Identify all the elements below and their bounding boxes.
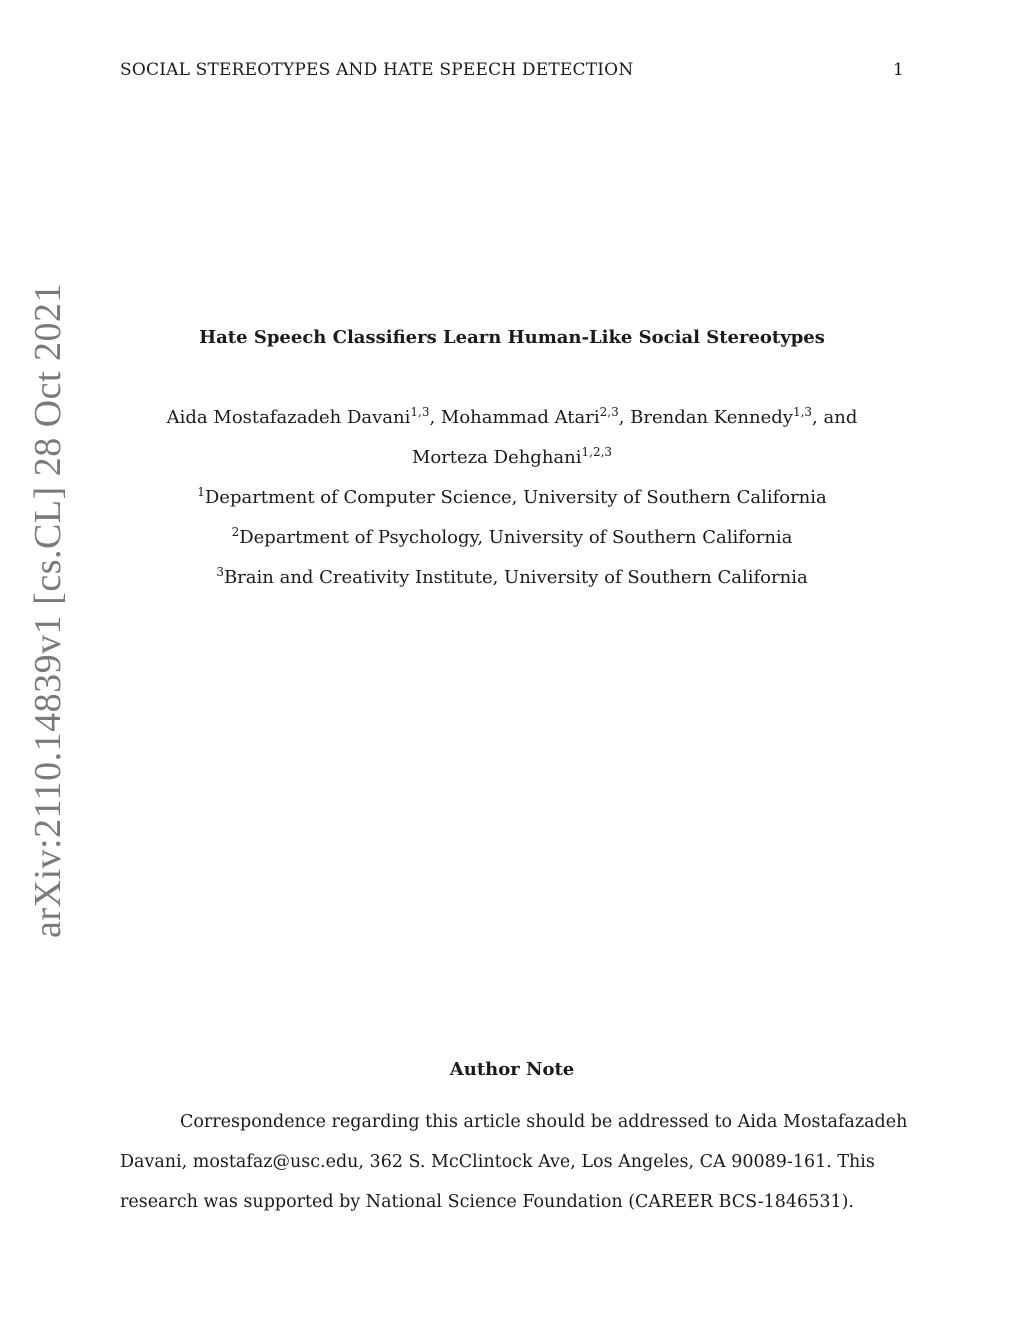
author-name-atari: , Mohammad Atari [429,407,600,428]
author-affiliation-marker: 1,3 [410,405,430,419]
running-head: SOCIAL STEREOTYPES AND HATE SPEECH DETECTION [120,60,634,80]
author-affiliation-marker: 1,2,3 [581,445,613,459]
affiliation-marker: 2 [231,525,240,539]
author-affiliation-marker: 1,3 [792,405,813,419]
author-affiliation-marker: 2,3 [599,405,619,419]
affiliation-text: Department of Psychology, University of Southern California [239,527,793,548]
arxiv-stamp[interactable]: arXiv:2110.14839v1 [cs.CL] 28 Oct 2021 [27,282,69,938]
affiliation-marker: 1 [197,485,205,499]
author-note-body [120,1102,908,1222]
paper-title: Hate Speech Classifiers Learn Human-Like Social Stereotypes [199,327,825,348]
author-name-kennedy: , Brendan Kennedy [618,407,793,428]
author-name-davani: Aida Mostafazadeh Davani [166,407,411,428]
affiliation-text: Brain and Creativity Institute, University of Southern California [223,567,808,588]
affiliation-marker: 3 [216,565,224,579]
author-note-line: Correspondence regarding this article should be addressed to Aida Mostafazadeh [180,1112,908,1132]
author-note-heading: Author Note [449,1059,575,1080]
author-note-line: Davani, mostafaz@usc.edu, 362 S. McClintock Ave, Los Angeles, CA 90089-161. This [120,1152,875,1172]
affiliation-1 [0,487,1024,508]
author-list-line-1 [0,407,1024,428]
author-note-line: research was supported by National Science Foundation (CAREER BCS-1846531). [120,1192,854,1212]
page-number: 1 [893,60,904,80]
author-conjunction: , and [812,407,858,428]
affiliation-2 [0,527,1024,548]
affiliation-3 [0,567,1024,588]
author-name-dehghani: Morteza Dehghani [411,447,582,468]
affiliation-text: Department of Computer Science, University of Southern California [204,487,827,508]
author-list-line-2 [0,447,1024,468]
